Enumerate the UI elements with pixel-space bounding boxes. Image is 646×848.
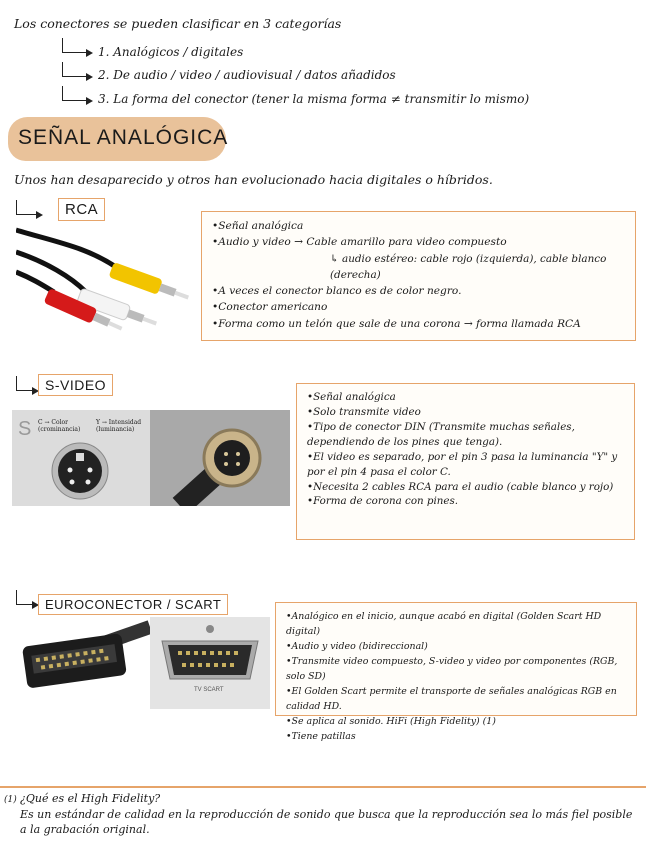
rca-cable-image: [16, 222, 202, 332]
rca-note: • Forma como un telón que sale de una corona → forma llamada RCA: [212, 316, 627, 332]
svideo-note: • El video es separado, por el pin 3 pasa la luminancia "Y" y por el pin 4 pasa el color C.: [307, 450, 626, 480]
rca-note: • Señal analógica: [212, 218, 627, 234]
section-title: SEÑAL ANALÓGICA: [18, 126, 229, 149]
arrow-icon: [62, 38, 91, 53]
footnote-question: ¿Qué es el High Fidelity?: [20, 792, 161, 805]
scart-note: • Transmite video compuesto, S-video y video por componentes (RGB, solo SD): [286, 654, 628, 684]
rca-note: • Conector americano: [212, 299, 627, 315]
svideo-label: S-VIDEO: [38, 374, 113, 396]
category-3: 3. La forma del conector (tener la misma forma ≠ transmitir lo mismo): [98, 92, 530, 106]
svideo-note: • Señal analógica: [307, 390, 626, 405]
rca-note: • Audio y video → Cable amarillo para video compuesto: [212, 234, 627, 250]
scart-port-caption: TV SCART: [194, 687, 224, 693]
arrow-icon: [16, 590, 37, 605]
scart-label: EUROCONECTOR / SCART: [38, 594, 228, 615]
svideo-port-label-lum: Y → Intensidad (luminancia): [96, 419, 142, 433]
svideo-plug-image: [150, 410, 290, 506]
scart-note: • Audio y video (bidireccional): [286, 639, 628, 654]
footnote-divider: [0, 786, 646, 788]
arrow-icon: [62, 86, 91, 101]
footnote-answer: Es un estándar de calidad en la reproducción de sonido que busca que la reproducción sea lo más fiel posible a la grabación original.: [20, 808, 633, 836]
rca-subnote: ↳ audio estéreo: cable rojo (izquierda), cable blanco (derecha): [330, 252, 607, 281]
svideo-note: • Tipo de conector DIN (Transmite muchas señales, dependiendo de los pines que tenga).: [307, 420, 626, 450]
section-intro: Unos han desaparecido y otros han evolucionado hacia digitales o híbridos.: [14, 172, 493, 187]
arrow-icon: [16, 376, 37, 391]
svideo-port-image: [12, 410, 150, 506]
svideo-notes-box: [296, 383, 635, 540]
arrow-icon: [16, 200, 41, 215]
category-1: 1. Analógicos / digitales: [98, 45, 244, 59]
category-2: 2. De audio / video / audiovisual / datos añadidos: [98, 68, 396, 82]
scart-plug-image: [12, 617, 150, 709]
rca-note: • A veces el conector blanco es de color negro.: [212, 283, 627, 299]
svideo-port-letter: S: [18, 418, 32, 440]
scart-note: • Se aplica al sonido. HiFi (High Fidelity) (1): [286, 714, 628, 729]
scart-notes-box: [275, 602, 637, 743]
rca-notes-box: [201, 211, 636, 341]
svideo-note: • Forma de corona con pines.: [307, 494, 626, 509]
arrow-icon: [62, 62, 91, 77]
scart-note: • Tiene patillas: [286, 729, 628, 744]
svideo-port-label-color: C → Color (crominancia): [38, 419, 81, 433]
scart-note: • El Golden Scart permite el transporte de señales analógicas RGB en calidad HD.: [286, 684, 628, 714]
svideo-note: • Necesita 2 cables RCA para el audio (cable blanco y rojo): [307, 480, 626, 495]
intro-text: Los conectores se pueden clasificar en 3 categorías: [14, 16, 342, 31]
scart-port-image: [150, 617, 270, 709]
svideo-note: • Solo transmite video: [307, 405, 626, 420]
footnote-marker: (1): [4, 795, 17, 805]
scart-note: • Analógico en el inicio, aunque acabó en digital (Golden Scart HD digital): [286, 609, 628, 639]
rca-label: RCA: [58, 198, 105, 221]
